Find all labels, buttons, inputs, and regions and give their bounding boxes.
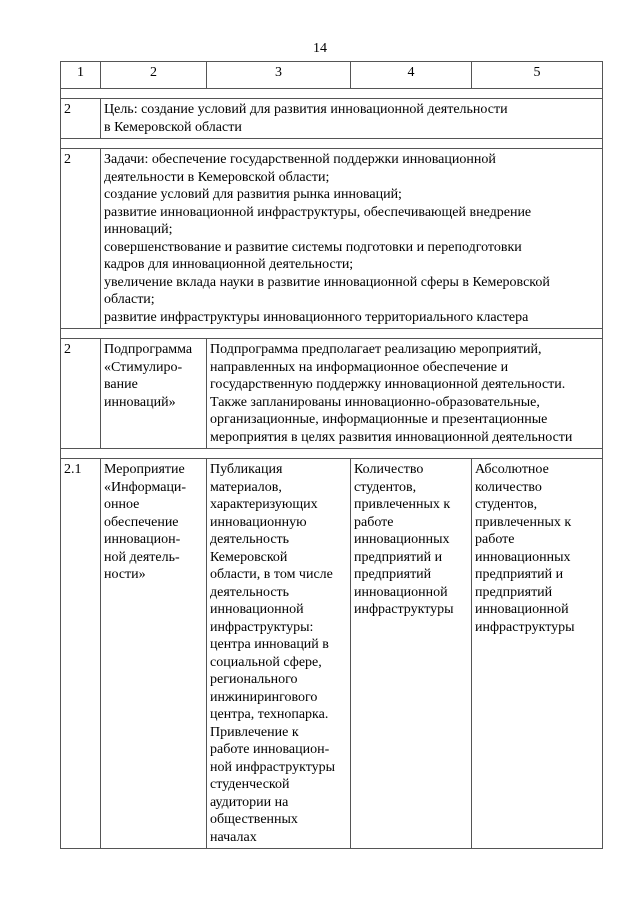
event-row: [61, 459, 603, 849]
subprogram-number: 2: [61, 339, 101, 449]
header-cell-5: 5: [472, 62, 603, 89]
tasks-line: инноваций;: [104, 222, 173, 237]
header-cell-4: 4: [351, 62, 472, 89]
header-row: [61, 62, 603, 89]
tasks-line: кадров для инновационной деятельности;: [104, 257, 354, 272]
subprogram-name: Подпрограмма «Стимулиро- вание инноваций»: [101, 339, 207, 449]
header-cell-2: 2: [101, 62, 207, 89]
tasks-line: совершенствование и развитие системы подготовки и переподготовки: [104, 239, 522, 255]
goal-line: Цель: создание условий для развития инновационной деятельности: [104, 102, 508, 117]
tasks-line: увеличение вклада науки в развитие инновационной сферы в Кемеровской: [104, 274, 550, 290]
event-number: 2.1: [61, 459, 101, 849]
tasks-line: Задачи: обеспечение государственной поддержки инновационной: [104, 152, 496, 167]
header-cell-3: 3: [207, 62, 351, 89]
tasks-line: создание условий для развития рынка инноваций;: [104, 187, 402, 202]
tasks-text: [101, 149, 603, 329]
tasks-line: развитие инновационной инфраструктуры, обеспечивающей внедрение: [104, 204, 532, 220]
subprogram-row: [61, 339, 603, 449]
gap-row: [61, 139, 603, 149]
event-description: Публикация материалов, характеризующих инновационную деятельность Кемеровской области, в том числе деятельность инновационной инфраструктуры: центра инноваций в социальной сфере, регионального инжинирингового центра, технопарка. Привлечение к работе инновацион- ной инфраструктуры студенческой аудитории на общественных началах: [207, 459, 351, 849]
tasks-line: развитие инфраструктуры инновационного территориального кластера: [104, 309, 529, 325]
gap-row: [61, 89, 603, 99]
gap-row: [61, 449, 603, 459]
tasks-number: 2: [61, 149, 101, 329]
event-name: Мероприятие «Информаци- онное обеспечение инновацион- ной деятель- ности»: [101, 459, 207, 849]
header-cell-1: 1: [61, 62, 101, 89]
tasks-line: области;: [104, 292, 155, 307]
tasks-line: деятельности в Кемеровской области;: [104, 169, 330, 185]
event-method: Абсолютное количество студентов, привлеченных к работе инновационных предприятий и предприятий инновационной инфраструктуры: [472, 459, 603, 849]
event-indicator: Количество студентов, привлеченных к работе инновационных предприятий и предприятий инновационной инфраструктуры: [351, 459, 472, 849]
program-table: [60, 61, 603, 849]
page-number: 14: [313, 41, 327, 56]
tasks-row: [61, 149, 603, 329]
goal-number: 2: [61, 99, 101, 139]
subprogram-description: Подпрограмма предполагает реализацию мероприятий, направленных на информационное обеспечение и государственную поддержку инновационной деятельности. Также запланированы инновационно-образовательные, организационные, информационные и презентационные мероприятия в целях развития инновационной деятельности: [207, 339, 603, 449]
gap-row: [61, 329, 603, 339]
goal-text: [101, 99, 603, 139]
goal-line: в Кемеровской области: [104, 119, 242, 135]
goal-row: [61, 99, 603, 139]
